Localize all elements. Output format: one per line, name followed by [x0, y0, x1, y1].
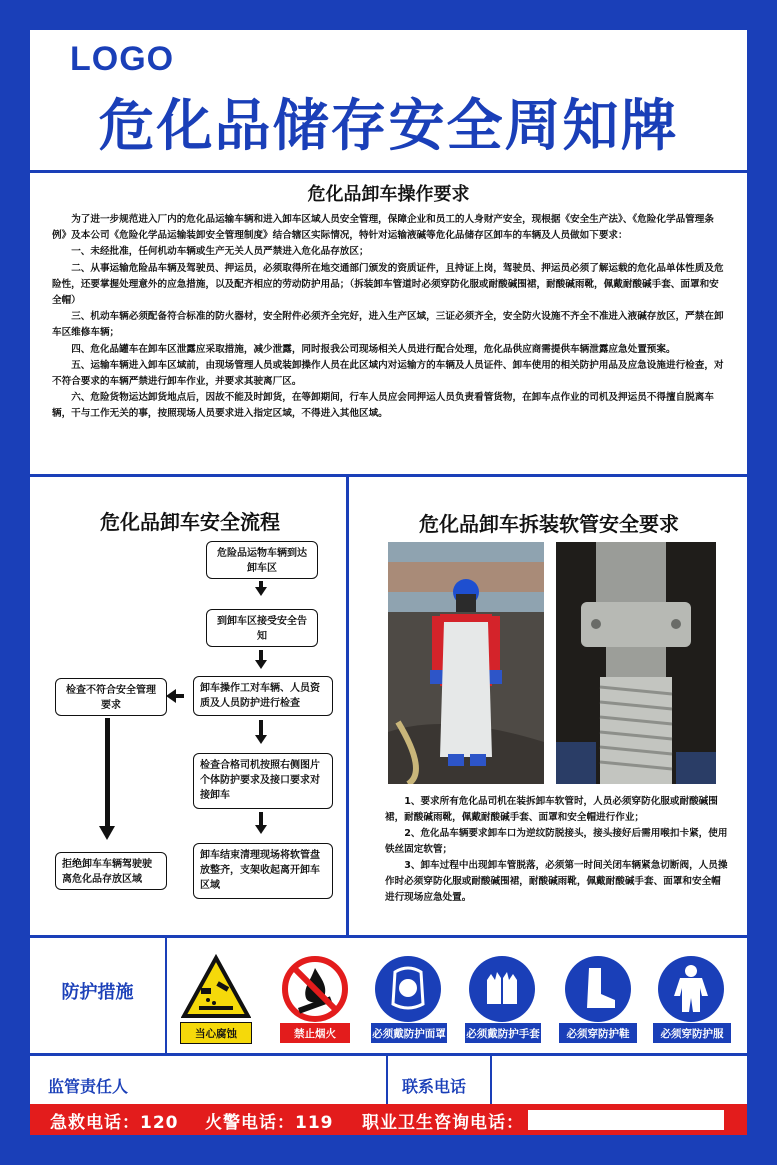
- requirement-4: 四、危化品罐车在卸车区泄露应采取措施，减少泄露，同时报我公司现场相关人员进行配合处理，危化品供应商需提供车辆泄露应急处置预案。: [71, 343, 676, 355]
- section-title-flow: 危化品卸车安全流程: [100, 510, 280, 534]
- requirement-6: 六、危险货物运达卸货地点后，因故不能及时卸货，在等卸期间，行车人员应会同押运人员负责看管货物，在卸车点作业的司机及押运员不得擅自脱离车辆，干与工作无关的事，按照现场人员要求进入指定区域，不得进入其他区域。: [52, 392, 714, 420]
- arrow-down-icon: [99, 826, 115, 840]
- arrow-down-icon: [255, 587, 267, 596]
- page-title: 危化品储存安全周知牌: [98, 94, 679, 159]
- section-title-unloading: 危化品卸车操作要求: [307, 184, 470, 205]
- sign-caption: 禁止烟火: [279, 1022, 351, 1044]
- logo: LOGO: [70, 40, 175, 78]
- sign-caption: 必须穿防护服: [652, 1022, 732, 1044]
- boots-icon: [563, 954, 633, 1024]
- unloading-requirements: [52, 212, 728, 423]
- arrow-stem: [259, 650, 263, 661]
- divider: [30, 474, 747, 477]
- hose-requirement-3: 3、卸车过程中出现卸车管脱落，必须第一时间关闭车辆紧急切断阀，人员操作时必须穿防化服或耐酸碱围裙，耐酸碱雨靴，佩戴耐酸碱手套、面罩和安全帽进行现场应急处置。: [385, 860, 728, 903]
- no-fire-icon: [280, 954, 350, 1024]
- divider: [346, 476, 349, 936]
- divider: [165, 937, 167, 1055]
- intro-paragraph: 为了进一步规范进入厂内的危化品运输车辆和进入卸车区域人员安全管理，保障企业和员工的人身财产安全，现根据《安全生产法》、《危险化学品管理条例》及本公司《危险化学品运输装卸安全管理制度》结合辖区实际情况，特针对运输液碱等危化品储存区卸车的车辆及人员做如下要求：: [52, 214, 714, 242]
- sign-caption: 必须戴防护手套: [464, 1022, 542, 1044]
- sign-caption: 当心腐蚀: [180, 1022, 252, 1044]
- supervisor-label: 监管责任人: [48, 1077, 129, 1096]
- flow-reject-check: 检查不符合安全管理要求: [55, 678, 167, 716]
- arrow-stem: [259, 720, 263, 736]
- arrow-stem: [259, 581, 263, 588]
- protection-label: 防护措施: [61, 982, 134, 1003]
- gloves-icon: [467, 954, 537, 1024]
- hose-requirement-1: 1、要求所有危化品司机在装拆卸车软管时，人员必须穿防化服或耐酸碱围裙，耐酸碱雨靴，佩戴耐酸碱手套、面罩和安全帽进行作业；: [385, 796, 718, 823]
- corrosion-warning-icon: [181, 954, 251, 1024]
- flow-reject-result: 拒绝卸车车辆驾驶驶离危化品存放区域: [55, 852, 167, 890]
- face-shield-icon: [373, 954, 443, 1024]
- requirement-2: 二、从事运输危险品车辆及驾驶员、押运员，必须取得所在地交通部门颁发的资质证件，且持证上岗，驾驶员、押运员必须了解运载的危化品单体性质及危险性，还要掌握处理意外的应急措施，以及配齐相应的劳动防护用品；（拆装卸车管道时必须穿防化服或耐酸碱围裙，耐酸碱雨靴，佩戴耐酸碱手套、面罩和安全帽）: [52, 262, 724, 307]
- divider: [386, 1055, 388, 1104]
- hose-requirement-2: 2、危化品车辆要求卸车口为逆纹防脱接头，接头接好后需用喉扣卡紧，使用铁丝固定软管；: [385, 828, 728, 855]
- arrow-down-icon: [255, 660, 267, 669]
- arrow-left-icon: [166, 689, 176, 703]
- divider: [30, 170, 747, 173]
- sign-caption: 必须穿防护鞋: [558, 1022, 638, 1044]
- arrow-down-icon: [255, 825, 267, 834]
- section-title-hose: 危化品卸车拆装软管安全要求: [419, 512, 679, 536]
- fire-phone: 火警电话：119: [205, 1113, 334, 1133]
- arrow-stem: [259, 812, 263, 826]
- flow-step-2: 到卸车区接受安全告知: [206, 609, 318, 647]
- flow-step-1: 危险品运物车辆到达卸车区: [206, 541, 318, 579]
- flow-step-3: 卸车操作工对车辆、人员资质及人员防护进行检查: [193, 676, 333, 716]
- requirement-1: 一、未经批准，任何机动车辆或生产无关人员严禁进入危化品存放区；: [71, 246, 369, 258]
- protective-suit-icon: [656, 954, 726, 1024]
- arrow-down-icon: [255, 735, 267, 744]
- requirement-3: 三、机动车辆必须配备符合标准的防火器材，安全附件必须齐全完好，进入生产区域，三证必须齐全，安全防火设施不齐全不准进入液碱存放区，严禁在卸车区维修车辆；: [52, 311, 724, 339]
- health-phone-field: [528, 1110, 724, 1130]
- flow-step-5: 卸车结束清理现场将软管盘放整齐，支架收起离开卸车区域: [193, 843, 333, 899]
- hose-requirements: [385, 794, 730, 906]
- flow-step-4: 检查合格司机按照右侧图片个体防护要求及接口要求对接卸车: [193, 753, 333, 809]
- emergency-phone: 急救电话：120: [50, 1113, 179, 1133]
- divider: [30, 935, 747, 938]
- requirement-5: 五、运输车辆进入卸车区域前，由现场管理人员或装卸操作人员在此区域内对运输方的车辆及人员证件、卸车使用的相关防护用品及应急设施进行检查，对不符合要求的车辆严禁进行卸车作业，并要求其驶离厂区。: [52, 359, 724, 388]
- hose-coupling-photo: [556, 542, 716, 784]
- contact-label: 联系电话: [402, 1077, 467, 1096]
- divider: [30, 1053, 747, 1056]
- sign-caption: 必须戴防护面罩: [370, 1022, 448, 1044]
- divider: [490, 1055, 492, 1104]
- worker-ppe-photo: [388, 542, 544, 784]
- arrow-stem: [105, 718, 110, 828]
- health-phone-label: 职业卫生咨询电话：: [362, 1113, 524, 1133]
